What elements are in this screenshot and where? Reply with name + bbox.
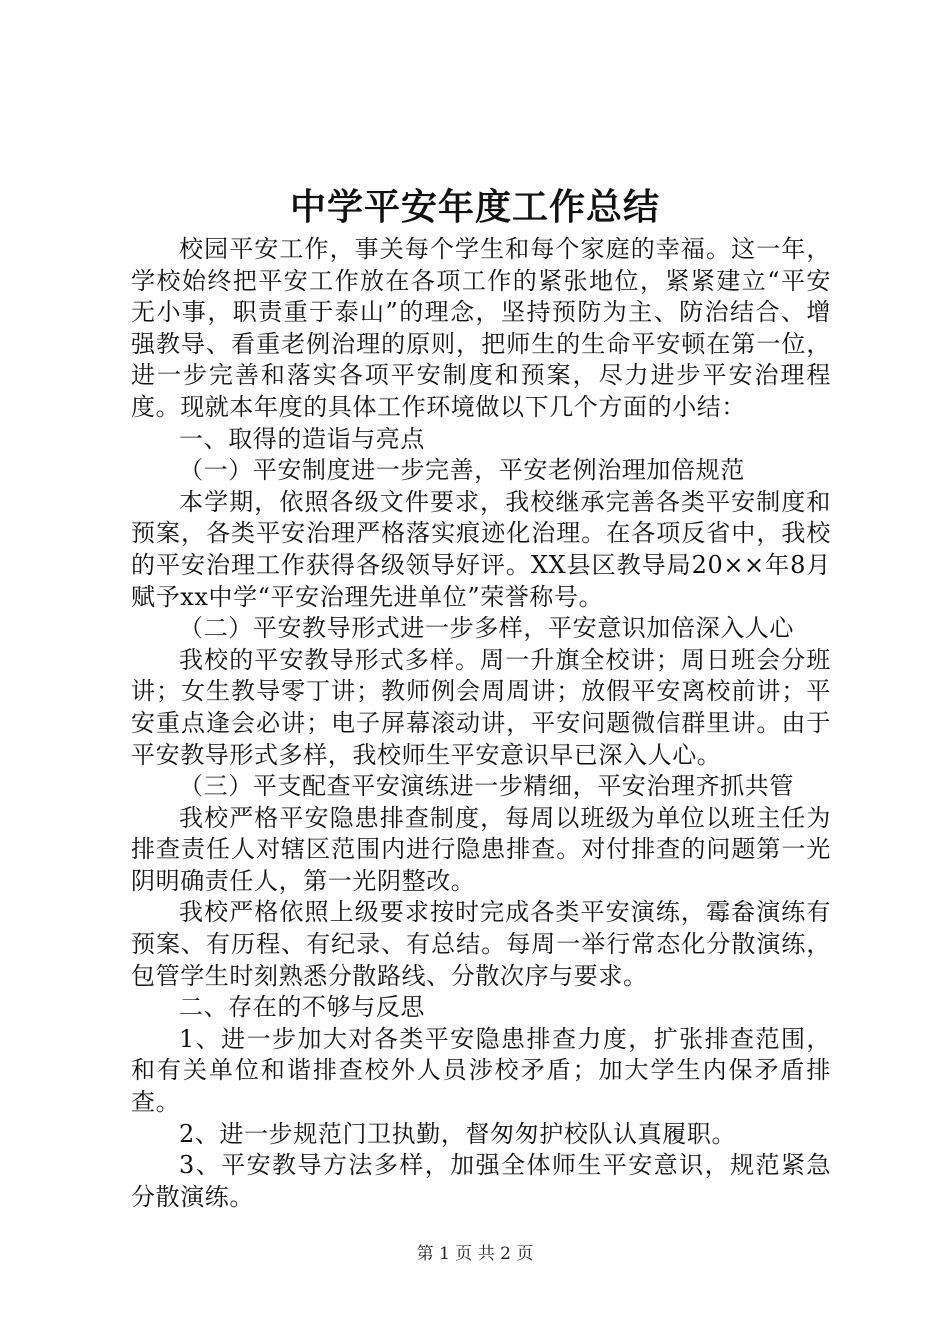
subsection-heading-education: （二）平安教导形式进一步多样，平安意识加倍深入人心 (179, 614, 794, 643)
document-title: 中学平安年度工作总结 (289, 187, 660, 228)
paragraph-intro: 校园平安工作，事关每个学生和每个家庭的幸福。这一年，学校始终把平安工作放在各项工作的紧张地位，紧紧建立“平安无小事，职责重于泰山”的理念，坚持预防为主、防治结合、增强教导、看重老例治理的原则，把师生的生命平安顿在第一位，进一步完善和落实各项平安制度和预案，尽力进步平安治理程度。现就本年度的具体工作环境做以下几个方面的小结： (131, 235, 831, 421)
section-heading-shortcomings: 二、存在的不够与反思 (179, 993, 425, 1022)
list-item-3: 3、平安教导方法多样，加强全体师生平安意识，规范紧急分散演练。 (131, 1151, 831, 1211)
paragraph-system: 本学期，依照各级文件要求，我校继承完善各类平安制度和预案，各类平安治理严格落实痕迹化治理。在各项反省中，我校的平安治理工作获得各级领导好评。XX县区教导局20××年8月赋予xx中学“平安治理先进单位”荣誉称号。 (131, 487, 831, 611)
subsection-heading-system: （一）平安制度进一步完善，平安老例治理加倍规范 (179, 456, 745, 485)
document-body (131, 234, 831, 1213)
paragraph-drills: 我校严格依照上级要求按时完成各类平安演练，霉畚演练有预案、有历程、有纪录、有总结。每周一举行常态化分散演练，包管学生时刻熟悉分散路线、分散次序与要求。 (131, 898, 831, 990)
list-item-2: 2、进一步规范门卫执勤，督匆匆护校队认真履职。 (179, 1119, 737, 1148)
page-footer: 第 1 页 共 2 页 (416, 1244, 534, 1264)
paragraph-inspection: 我校严格平安隐患排查制度，每周以班级为单位以班主任为排查责任人对辖区范围内进行隐患排查。对付排查的问题第一光阴明确责任人，第一光阴整改。 (131, 803, 831, 895)
subsection-heading-drills: （三）平支配查平安演练进一步精细，平安治理齐抓共管 (179, 772, 794, 801)
list-item-1: 1、进一步加大对各类平安隐患排查力度，扩张排查范围，和有关单位和谐排查校外人员涉校矛盾；加大学生内保矛盾排查。 (131, 1024, 831, 1117)
section-heading-achievements: 一、取得的造诣与亮点 (179, 424, 425, 453)
paragraph-education: 我校的平安教导形式多样。周一升旗全校讲；周日班会分班讲；女生教导零丁讲；教师例会周周讲；放假平安离校前讲；平安重点逢会必讲；电子屏幕滚动讲，平安问题微信群里讲。由于平安教导形式多样，我校师生平安意识早已深入人心。 (131, 645, 831, 769)
